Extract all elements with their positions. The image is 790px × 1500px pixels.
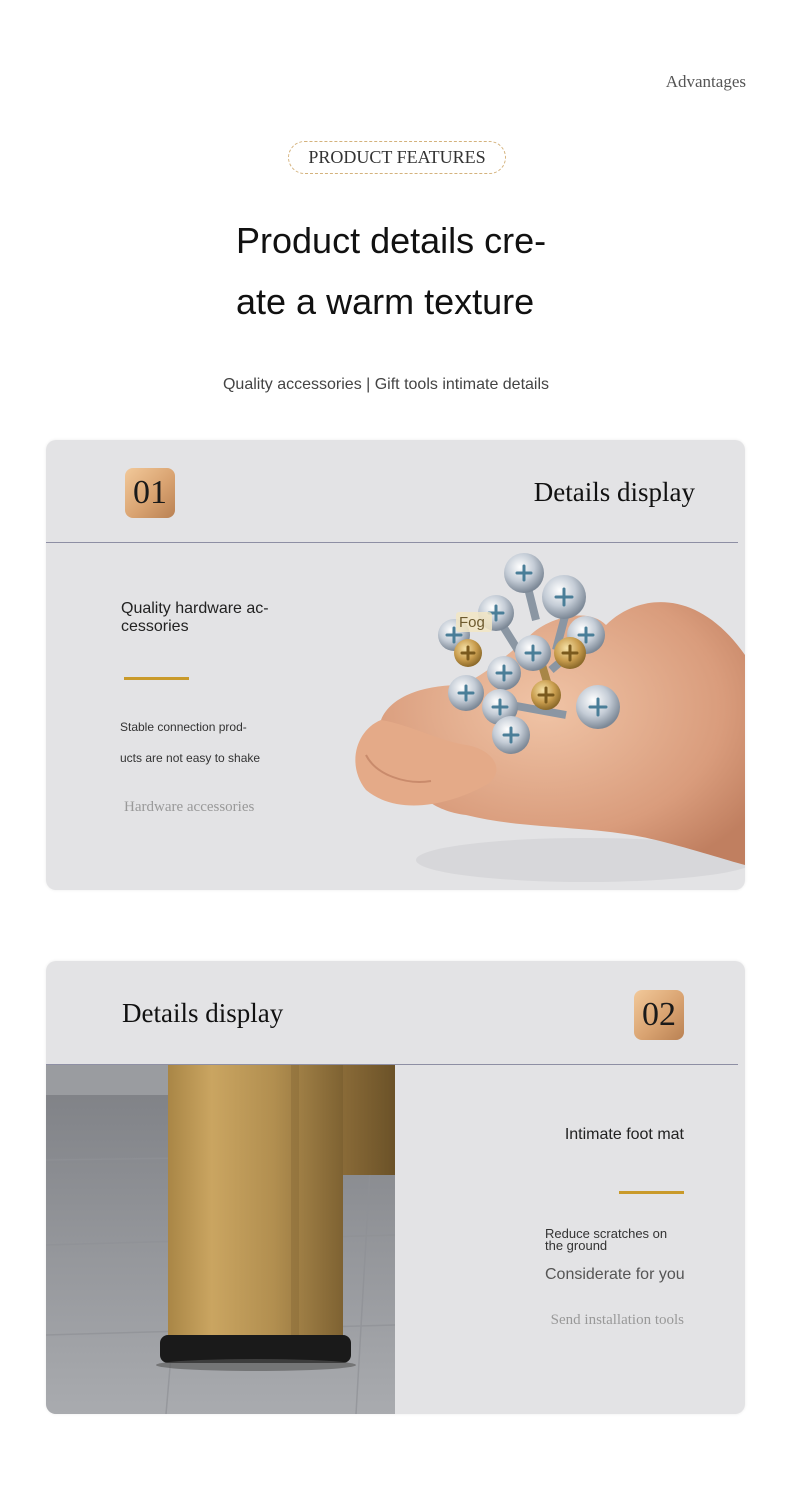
page-headline (200, 210, 590, 332)
feature-description (545, 1228, 667, 1252)
feature-heading-line-2: cessories (121, 618, 189, 635)
gold-accent-line (124, 677, 189, 680)
feature-heading: Intimate foot mat (564, 1126, 684, 1143)
feature-heading-line-1: Quality hardware ac- (121, 600, 269, 617)
feature-heading (121, 600, 311, 636)
product-features-label: PRODUCT FEATURES (308, 147, 486, 167)
card-title: Details display (122, 998, 284, 1028)
product-features-badge (288, 141, 506, 174)
gold-accent-line (619, 1191, 684, 1194)
details-card-hardware (46, 440, 745, 890)
card-divider (46, 542, 738, 543)
badge-number: 01 (133, 474, 167, 511)
card-title: Details display (533, 477, 695, 507)
feature-description-line-2: the ground (545, 1238, 608, 1253)
card-footer-label: Send installation tools (550, 1312, 684, 1328)
page-subtitle: Quality accessories | Gift tools intimate details (222, 376, 550, 393)
headline-line-1: Product details cre- (236, 220, 547, 261)
card-footer-label: Hardware accessories (124, 799, 255, 815)
table-leg-foot-mat-image (46, 1065, 395, 1414)
number-badge-01 (125, 468, 175, 518)
considerate-label: Considerate for you (545, 1266, 685, 1283)
feature-description-line-1: Reduce scratches on (545, 1226, 668, 1241)
feature-description-line-2: ucts are not easy to shake (120, 751, 261, 765)
hand-holding-screws-image (336, 545, 745, 890)
feature-description-line-1: Stable connection prod- (120, 720, 247, 734)
badge-number: 02 (642, 996, 676, 1033)
details-card-foot-mat (46, 961, 745, 1414)
image-overlay-text: Fog (459, 614, 485, 631)
number-badge-02 (634, 990, 684, 1040)
headline-line-2: ate a warm texture (236, 281, 535, 322)
advantages-label: Advantages (665, 72, 746, 91)
